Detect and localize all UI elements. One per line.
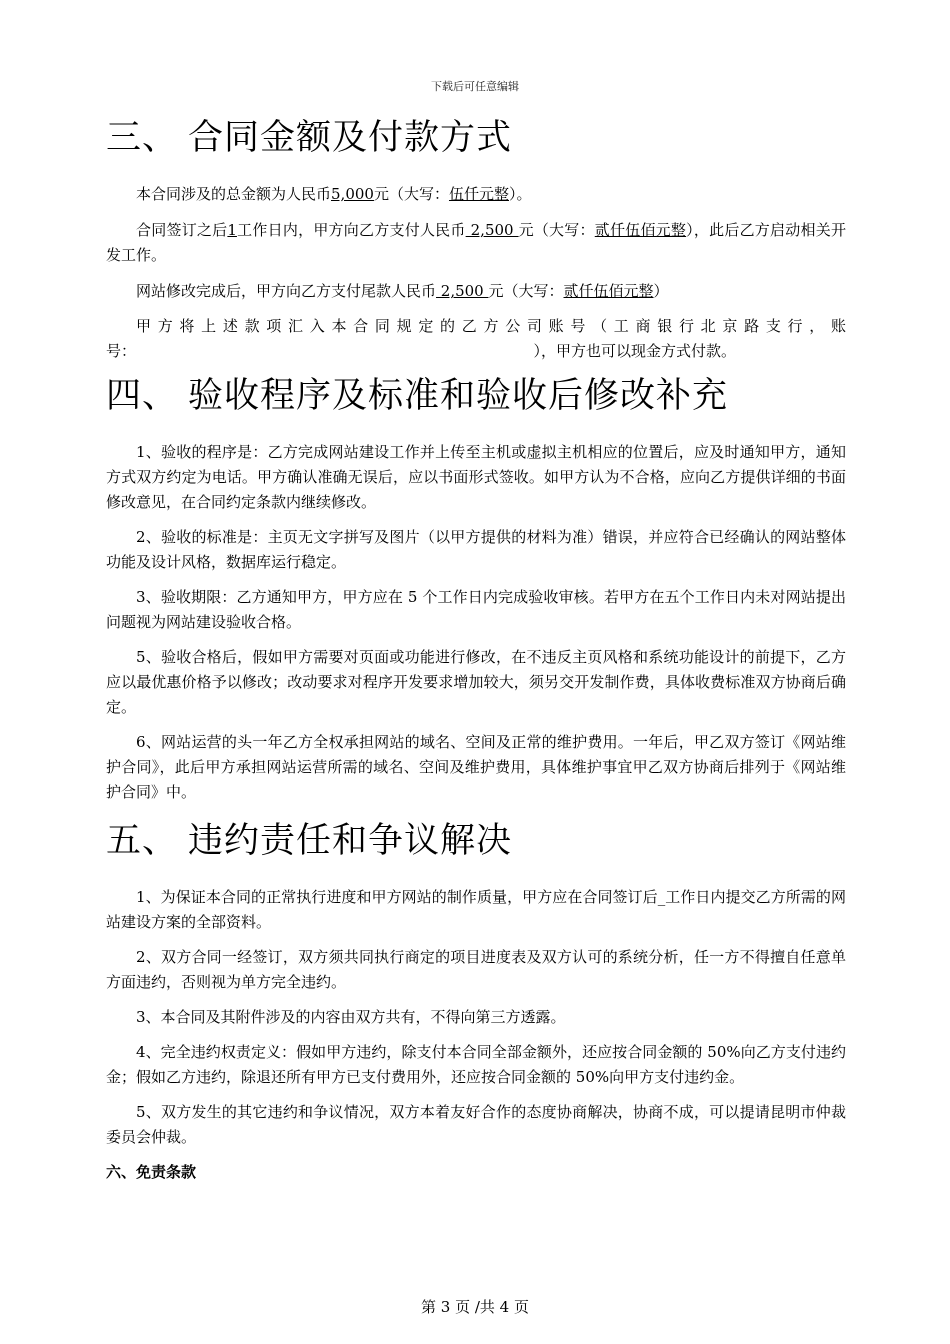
section-4-number: 四、 [106, 376, 179, 416]
first-payment-amount-cn: 贰仟伍佰元整 [594, 221, 687, 239]
section-6-heading: 六、免责条款 [106, 1163, 197, 1181]
liability-item: 3、本合同及其附件涉及的内容由双方共有，不得向第三方透露。 [136, 1008, 566, 1026]
section-5-title: 违约责任和争议解决 [188, 821, 513, 861]
text: ） [653, 282, 669, 300]
liability-item: 1、为保证本合同的正常执行进度和甲方网站的制作质量，甲方应在合同签订后_工作日内提交乙方所需的网站建设方案的全部资料。 [106, 888, 846, 931]
payment-days: 1 [227, 221, 237, 239]
section-4-heading [106, 366, 846, 426]
text: ）。 [509, 185, 532, 203]
liability-item: 5、双方发生的其它违约和争议情况，双方本着友好合作的态度协商解决，协商不成，可以提请昆明市仲裁委员会仲裁。 [106, 1103, 846, 1146]
section-3-title: 合同金额及付款方式 [188, 118, 513, 158]
section-3-number: 三、 [106, 118, 179, 158]
liability-item: 2、双方合同一经签订，双方须共同执行商定的项目进度表及双方认可的系统分析，任一方不得擅自任意单方面违约，否则视为单方完全违约。 [106, 948, 846, 991]
first-payment-paragraph [106, 218, 846, 268]
section-5-heading [106, 811, 846, 871]
text: ），此后乙方启动相关开发工作。 [106, 221, 846, 264]
section-5-number: 五、 [106, 821, 179, 861]
text: 元（大写： [373, 185, 449, 203]
document-body [106, 108, 846, 1185]
acceptance-item: 2、验收的标准是：主页无文字拼写及图片（以甲方提供的材料为准）错误，并应符合已经确认的网站整体功能及设计风格，数据库运行稳定。 [106, 528, 846, 571]
acceptance-item: 1、验收的程序是：乙方完成网站建设工作并上传至主机或虚拟主机相应的位置后，应及时通知甲方，通知方式双方约定为电话。甲方确认准确无误后，应以书面形式签收。如甲方认为不合格，应向乙方提供详细的书面修改意见，在合同约定条款内继续修改。 [106, 443, 846, 511]
text: 网站修改完成后，甲方向乙方支付尾款人民币 [136, 282, 437, 300]
acceptance-item: 5、验收合格后，假如甲方需要对页面或功能进行修改，在不违反主页风格和系统功能设计的前提下，乙方应以最优惠价格予以修改；改动要求对程序开发要求增加较大，须另交开发制作费，具体收费标准双方协商后确定。 [106, 648, 846, 716]
total-amount-cn: 伍仟元整 [448, 185, 509, 203]
payment-total-paragraph [106, 182, 846, 207]
header-note: 下载后可任意编辑 [431, 80, 519, 93]
text: 合同签订之后 [136, 221, 228, 239]
acceptance-item: 6、网站运营的头一年乙方全权承担网站的域名、空间及正常的维护费用。一年后，甲乙双方签订《网站维护合同》，此后甲方承担网站运营所需的域名、空间及维护费用，具体维护事宜甲乙双方协商后排列于《网站维护合同》中。 [106, 733, 846, 801]
text: 元（大写： [518, 221, 595, 239]
section-3-heading [106, 108, 846, 168]
final-payment-amount-cn: 贰仟伍佰元整 [563, 282, 654, 300]
total-amount: 5,000 [331, 185, 374, 203]
final-payment-amount: 2,500 [436, 282, 489, 300]
final-payment-paragraph [106, 279, 846, 304]
liability-item: 4、完全违约权责定义：假如甲方违约，除支付本合同全部金额外，还应按合同金额的 50%向乙方支付违约金；假如乙方违约，除退还所有甲方已支付费用外，还应按合同金额的 50%向甲方支付违约金。 [106, 1043, 846, 1086]
page-footer: 第 3 页 /共 4 页 [421, 1298, 529, 1316]
text: 工作日内，甲方向乙方支付人民币 [236, 221, 466, 239]
bank-account-paragraph: 甲方将上述款项汇入本合同规定的乙方公司账号（工商银行北京路支行，账号： ），甲方也可以现金方式付款。 [106, 317, 846, 360]
text: 元（大写： [488, 282, 564, 300]
text: 本合同涉及的总金额为人民币 [136, 185, 332, 203]
section-4-title: 验收程序及标准和验收后修改补充 [188, 376, 729, 416]
acceptance-item: 3、验收期限：乙方通知甲方，甲方应在 5 个工作日内完成验收审核。若甲方在五个工作日内未对网站提出问题视为网站建设验收合格。 [106, 588, 846, 631]
first-payment-amount: 2,500 [465, 221, 519, 239]
